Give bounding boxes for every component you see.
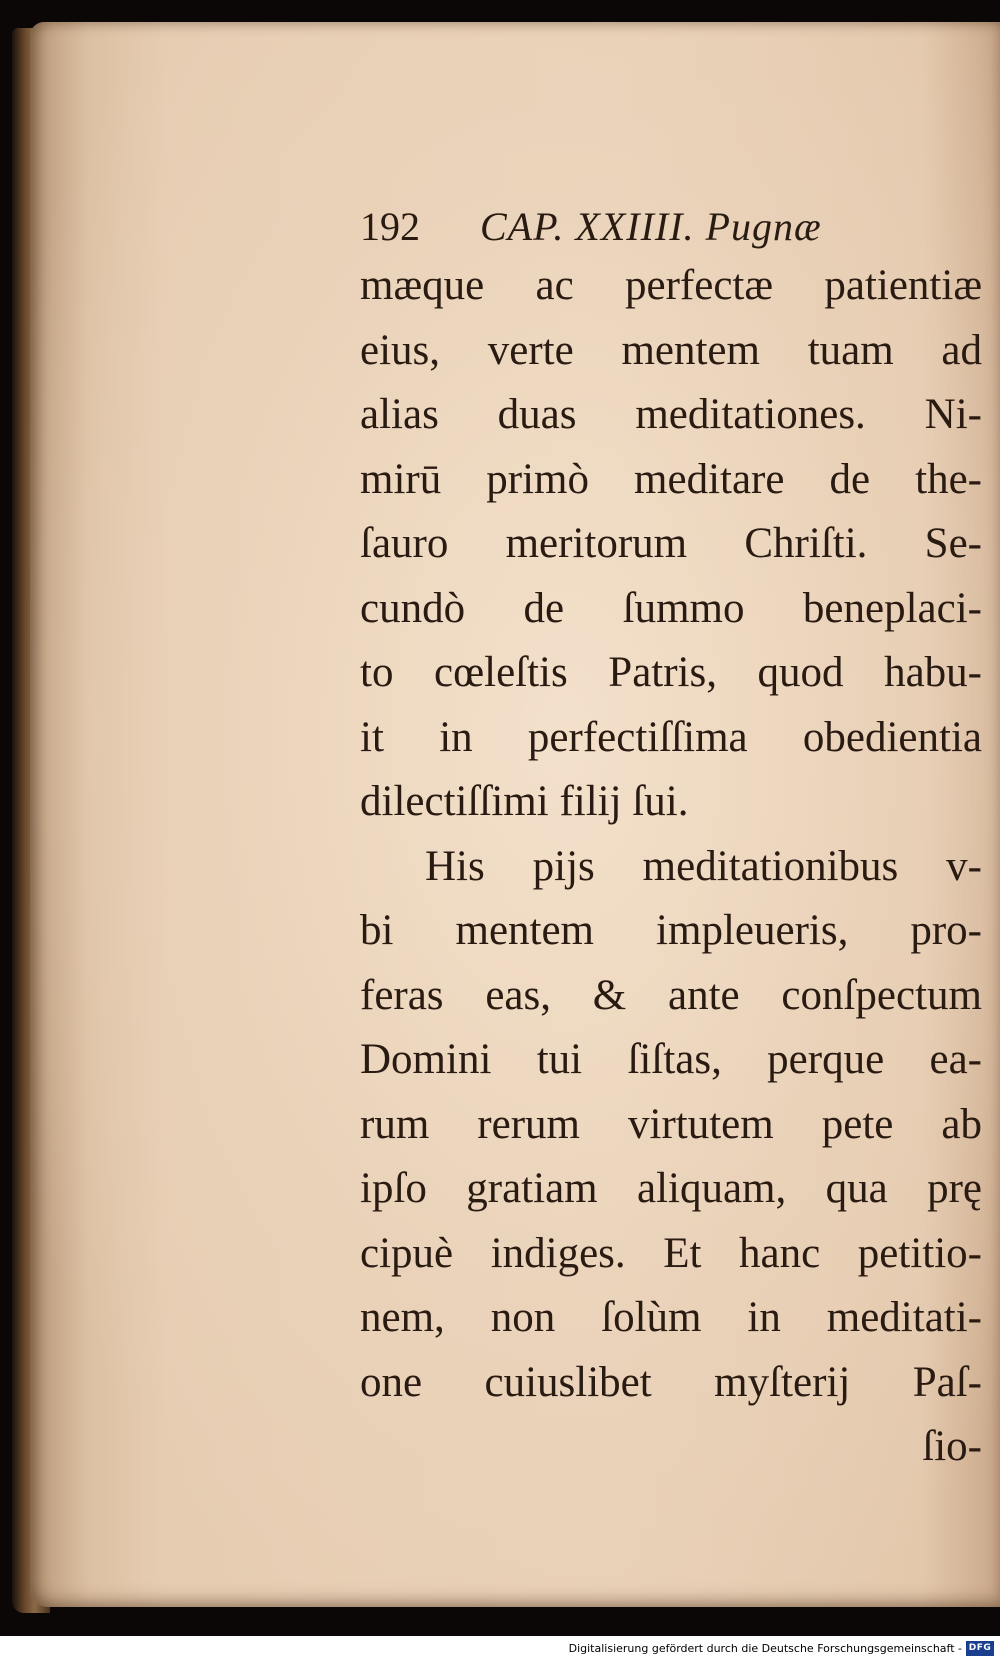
funding-credit: Digitalisierung gefördert durch die Deutsche Forschungsgemeinschaft -	[568, 1642, 962, 1655]
footer-bar	[0, 1636, 1000, 1661]
text-line: alias duas meditationes. Ni-	[360, 391, 982, 438]
text-line: ipſo gratiam aliquam, qua prę	[360, 1165, 982, 1212]
text-line: feras eas, & ante conſpectum	[360, 971, 982, 1019]
dfg-logo-icon: DFG	[966, 1641, 994, 1656]
catchword: ſio-	[922, 1423, 982, 1470]
text-line: nem, non ſolùm in meditati-	[360, 1294, 982, 1341]
page-number: 192	[360, 204, 420, 249]
text-line: it in perfectiſſima obedientia	[360, 713, 982, 761]
paragraph-2	[360, 835, 982, 1416]
text-line: eius, verte mentem tuam ad	[360, 326, 982, 374]
text-line: ſauro meritorum Chriſti. Se-	[360, 520, 982, 567]
text-line: rum rerum virtutem pete ab	[360, 1100, 982, 1148]
chapter-heading: CAP. XXIIII. Pugnæ	[480, 204, 822, 249]
paragraph-1	[360, 254, 982, 835]
text-line: Domini tui ſiſtas, perque ea-	[360, 1036, 982, 1083]
book-page	[30, 22, 1000, 1607]
running-head	[360, 200, 982, 254]
page-text-block	[360, 200, 982, 1480]
text-line: to cœleſtis Patris, quod habu-	[360, 649, 982, 696]
text-line: mæque ac perfectæ patientiæ	[360, 262, 982, 309]
text-line: one cuiuslibet myſterij Paſ-	[360, 1358, 982, 1406]
text-line: bi mentem impleueris, pro-	[360, 907, 982, 954]
text-line: His pijs meditationibus v-	[425, 842, 982, 890]
text-line: cundò de ſummo beneplaci-	[360, 584, 982, 632]
text-line: mirū primò meditare de the-	[360, 455, 982, 503]
text-line: cipuè indiges. Et hanc petitio-	[360, 1229, 982, 1277]
text-line: dilectiſſimi filij ſui.	[360, 778, 689, 825]
